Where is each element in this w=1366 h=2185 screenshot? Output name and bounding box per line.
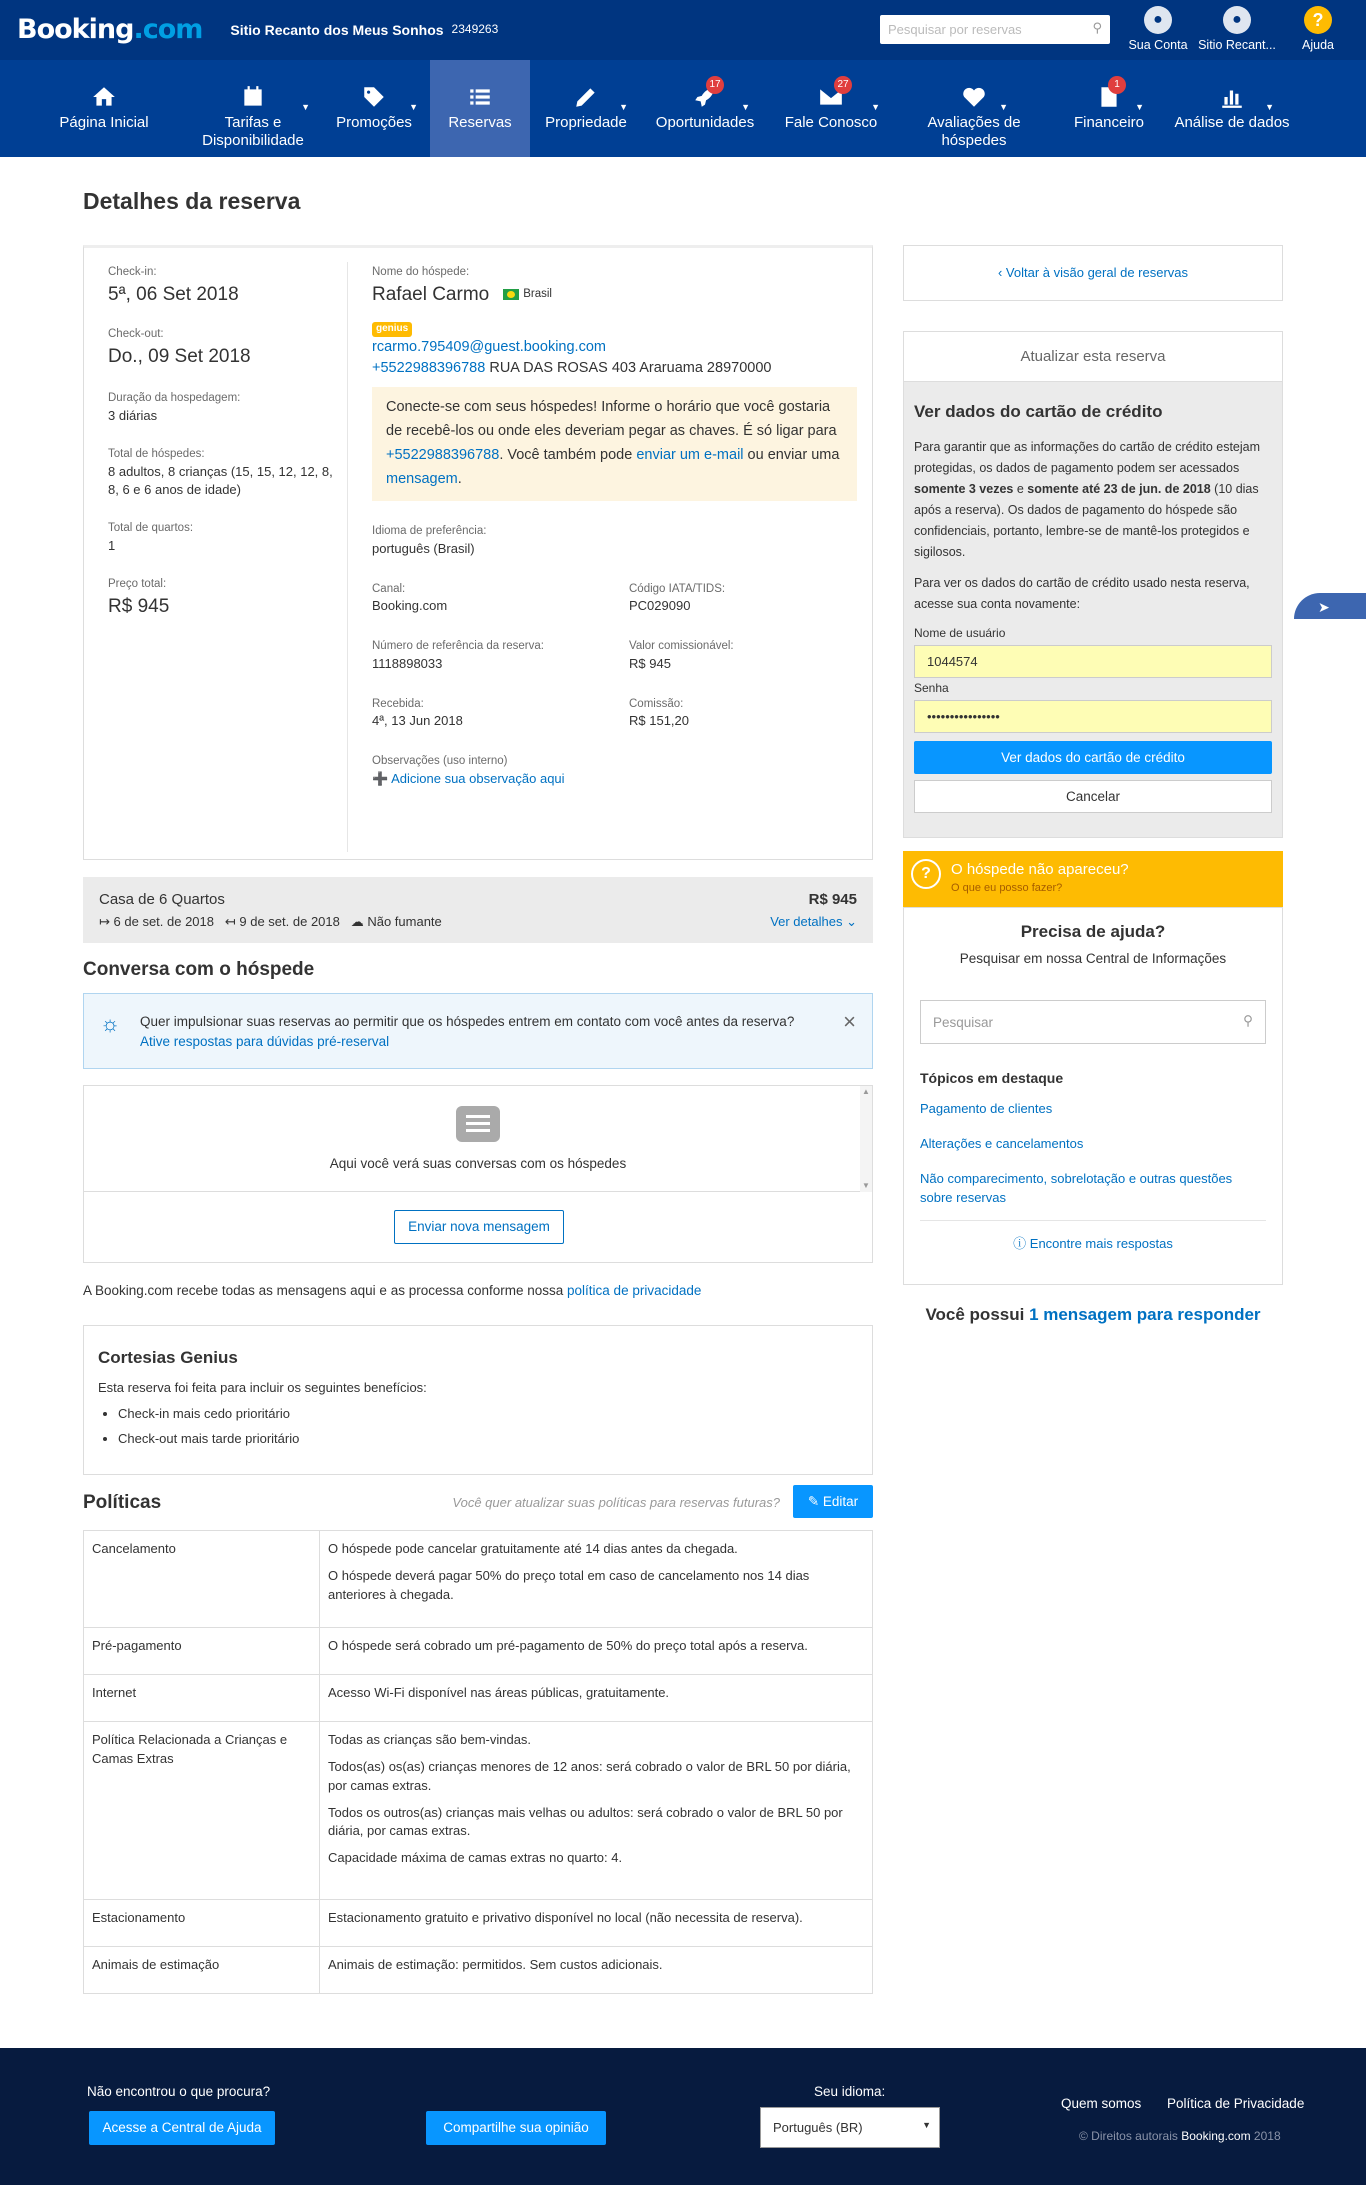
list-icon <box>430 84 530 110</box>
enable-prebooking-link[interactable]: Ative respostas para dúvidas pré-reserval <box>140 1033 390 1049</box>
cancel-button[interactable]: Cancelar <box>914 780 1272 813</box>
iata-code: PC029090 <box>629 598 691 614</box>
update-reservation-tab[interactable]: Atualizar esta reserva <box>904 332 1282 382</box>
contact-guest-notice: Conecte-se com seus hóspedes! Informe o horário que você gostaria de recebê-los ou onde eles deveriam pegar as chaves. É só ligar para +5522988396788. Você também pode enviar um e-mail ou enviar uma mensagem. <box>372 387 857 501</box>
username-input[interactable]: 1044574 <box>914 645 1272 678</box>
reservation-search-input[interactable]: Pesquisar por reservas ⚲ <box>880 15 1110 44</box>
view-cc-button[interactable]: Ver dados do cartão de crédito <box>914 741 1272 774</box>
privacy-link[interactable]: Política de Privacidade <box>1167 2096 1305 2111</box>
search-icon: ⚲ <box>1092 20 1102 35</box>
genius-benefit: • Check-in mais cedo prioritário <box>118 1405 858 1424</box>
help-topic-link[interactable]: Alterações e cancelamentos <box>920 1136 1084 1152</box>
genius-title: Cortesias Genius <box>98 1348 238 1367</box>
room-price: R$ 945 <box>808 891 857 908</box>
search-icon: ⚲ <box>1243 1013 1253 1028</box>
table-row: Pré-pagamento O hóspede será cobrado um pré-pagamento de 50% do preço total após a reserva. <box>84 1628 873 1675</box>
more-answers-link[interactable]: ⓘ Encontre mais respostas <box>920 1220 1266 1254</box>
user-icon: ● <box>1144 6 1172 34</box>
received-date: 4ª, 13 Jun 2018 <box>372 713 463 729</box>
opportunities-count-badge: 17 <box>706 76 724 94</box>
nav-property[interactable]: ▼ Propriedade <box>530 60 642 157</box>
send-email-link[interactable]: enviar um e-mail <box>636 447 744 464</box>
commission-amount: R$ 151,20 <box>629 713 689 729</box>
reservation-number: 1118898033 <box>372 655 443 671</box>
nav-reviews[interactable]: ▼ Avaliações de hóspedes <box>894 60 1054 157</box>
property-menu[interactable]: ● Sitio Recant... <box>1197 6 1277 54</box>
stay-details: Check-in: 5ª, 06 Set 2018 Check-out: Do., 09 Set 2018 Duração da hospedagem: 3 diárias Total de hóspedes: 8 adultos, 8 crianças (15, 15, 12, 12, 8, 8, 6 e 6 anos de idade) Total de quartos: 1 Preço total: R$ 945 <box>108 264 328 620</box>
edit-policies-button[interactable]: ✎ Editar <box>793 1485 873 1518</box>
no-smoking-icon: ☁ <box>350 913 364 929</box>
pencil-icon: ✎ <box>807 1494 820 1509</box>
notice-phone-link[interactable]: +5522988396788 <box>386 447 500 464</box>
calendar-icon <box>188 84 318 110</box>
privacy-note: A Booking.com recebe todas as mensagens aqui e as processa conforme nossa política de privacidade <box>83 1283 702 1298</box>
privacy-policy-link[interactable]: política de privacidade <box>567 1283 702 1298</box>
help-title: Precisa de ajuda? <box>1020 922 1166 941</box>
room-name: Casa de 6 Quartos <box>99 891 225 908</box>
genius-badge: genius <box>372 322 412 337</box>
messages-count-badge: 27 <box>834 76 852 94</box>
policies-title: Políticas <box>83 1492 162 1513</box>
page-content <box>83 157 1283 2047</box>
guest-name: Rafael Carmo <box>372 283 490 305</box>
policies-table <box>83 1530 873 1994</box>
password-input[interactable]: •••••••••••••••• <box>914 700 1272 733</box>
info-icon: ⓘ <box>1013 1235 1027 1251</box>
footer: Não encontrou o que procura? Acesse a Central de Ajuda Compartilhe sua opinião Seu idioma: Português (BR) ▼ Quem somos Política de Privacidade © Direitos autorais Booking.com 2018 <box>0 2048 1366 2185</box>
help-panel: Precisa de ajuda? Pesquisar em nossa Central de Informações Pesquisar ⚲ Tópicos em destaque Pagamento de clientes Alterações e cancelamentos Não comparecimento, sobrelotação e outras questões sobre reservas ⓘ Encontre mais respostas <box>903 907 1283 1285</box>
nav-opportunities[interactable]: ▼ 17 Oportunidades <box>642 60 768 157</box>
home-icon <box>20 84 188 110</box>
account-menu[interactable]: ● Sua Conta <box>1118 6 1198 54</box>
pending-messages-link[interactable]: 1 mensagem para responder <box>1029 1305 1261 1324</box>
chat-bubble-icon <box>456 1106 500 1142</box>
guest-country: Brasil <box>523 288 552 301</box>
chevron-down-icon: ▼ <box>922 2120 931 2130</box>
heart-icon <box>894 84 1054 110</box>
property-avatar-icon: ● <box>1223 6 1251 34</box>
guest-email[interactable]: rcarmo.795409@guest.booking.com <box>372 339 606 356</box>
nav-analytics[interactable]: ▼ Análise de dados <box>1164 60 1300 157</box>
nav-promotions[interactable]: ▼ Promoções <box>318 60 430 157</box>
cc-title: Ver dados do cartão de crédito <box>914 402 1163 421</box>
about-link[interactable]: Quem somos <box>1061 2096 1142 2111</box>
commissionable-amount: R$ 945 <box>629 655 671 671</box>
conversation-box <box>83 1085 873 1263</box>
table-row: Animais de estimação Animais de estimação: permitidos. Sem custos adicionais. <box>84 1947 873 1994</box>
main-navigation <box>0 60 1366 157</box>
pre-booking-promo: ☼ Quer impulsionar suas reservas ao permitir que os hóspedes entrem em contato com você antes da reserva? Ative respostas para dúvidas pré-reserval × <box>83 993 873 1069</box>
chevron-left-icon: ‹ <box>997 265 1003 280</box>
help-menu[interactable]: ? Ajuda <box>1278 6 1358 54</box>
checkout-arrow-icon: ↤ <box>224 913 236 929</box>
conversation-thread[interactable] <box>84 1086 872 1192</box>
total-price: R$ 945 <box>108 595 170 617</box>
column-divider <box>347 262 348 852</box>
table-row: Internet Acesso Wi-Fi disponível nas áreas públicas, gratuitamente. <box>84 1675 873 1722</box>
share-opinion-button[interactable]: Compartilhe sua opinião <box>426 2111 606 2145</box>
feedback-rocket-tab[interactable] <box>1294 593 1366 619</box>
nav-finance[interactable]: ▼ 1 Financeiro <box>1054 60 1164 157</box>
copyright: © Direitos autorais Booking.com 2018 <box>1079 2129 1281 2143</box>
help-center-button[interactable]: Acesse a Central de Ajuda <box>89 2111 275 2145</box>
no-show-banner[interactable]: ? O hóspede não apareceu? O que eu posso fazer? <box>903 851 1283 907</box>
guest-address: RUA DAS ROSAS 403 Araruama 28970000 <box>489 360 772 377</box>
cc-info-text: Para garantir que as informações do cartão de crédito estejam protegidas, os dados de pagamento podem ser acessados somente 3 vezes e somente até 23 de jun. de 2018 (10 dias após a reserva). Os dados de pagamento do hóspede são confidenciais, portanto, lembre-se de mantê-los protegidos e sigilosos. <box>914 439 1261 559</box>
rocket-icon: ➤ <box>1318 599 1330 615</box>
table-row: Política Relacionada a Crianças e Camas Extras Todas as crianças são bem-vindas. Todos(as) os(as) crianças menores de 12 anos: será cobrado o valor de BRL 50 por diária, por camas extras. Todos os outros(as) crianças mais velhas ou adultos: será cobrado o valor de BRL 50 por diária, por camas extras. Capacidade máxima de camas extras no quarto: 4. <box>84 1722 873 1900</box>
checkin-date: 5ª, 06 Set 2018 <box>108 283 239 305</box>
back-to-overview-card <box>903 245 1283 301</box>
update-policies-question: Você quer atualizar suas políticas para reservas futuras? <box>452 1495 780 1510</box>
brazil-flag-icon <box>503 289 519 300</box>
guest-details: Nome do hóspede: Rafael Carmo Brasil genius rcarmo.795409@guest.booking.com +5522988396788 RUA DAS ROSAS 403 Araruama 28970000 Conecte-se com seus hóspedes! Informe o horário que você gostaria de recebê-los ou onde eles deveriam pegar as chaves. É só ligar para +5522988396788. Você também pode enviar um e-mail ou enviar uma mensagem. Idioma de preferência: português (Brasil) Canal: Booking.com Código IATA/TIDS: PC029090 Número de referência da reserva: 1118898033 Valor comissionável: R$ 945 Recebida: 4ª, 13 Jun 2018 Comissão: R$ 151,20 Observações (uso interno) ➕ Adicione sua observação aqui <box>372 264 857 789</box>
genius-benefits-card: Cortesias Genius Esta reserva foi feita para incluir os seguintes benefícios: • Check-in mais cedo prioritário • Check-out mais tarde prioritário <box>83 1325 873 1475</box>
stay-duration: 3 diárias <box>108 408 158 424</box>
room-details-link[interactable]: Ver detalhes ⌄ <box>770 914 857 929</box>
plus-circle-icon: ➕ <box>372 770 389 786</box>
nav-home[interactable]: Página Inicial <box>20 60 188 157</box>
property-name: Sitio Recanto dos Meus Sonhos <box>230 21 444 38</box>
language-select[interactable]: Português (BR) ▼ <box>760 2107 940 2148</box>
chevron-down-icon: ⌄ <box>846 914 857 929</box>
close-icon[interactable]: × <box>843 1009 856 1034</box>
checkout-date: Do., 09 Set 2018 <box>108 345 251 367</box>
help-search-input[interactable]: Pesquisar ⚲ <box>920 1000 1266 1044</box>
guest-phone[interactable]: +5522988396788 <box>372 360 486 377</box>
pending-messages: Você possui 1 mensagem para responder <box>925 1305 1261 1324</box>
help-icon: ? <box>1304 6 1332 34</box>
table-row: Estacionamento Estacionamento gratuito e privativo disponível no local (não necessita de reserva). <box>84 1900 873 1947</box>
nav-rates[interactable]: ▼ Tarifas e Disponibilidade <box>188 60 318 157</box>
nav-contact[interactable]: ▼ 27 Fale Conosco <box>768 60 894 157</box>
channel: Booking.com <box>372 598 448 614</box>
finance-count-badge: 1 <box>1108 76 1126 94</box>
send-message-link[interactable]: mensagem <box>386 471 458 488</box>
bar-chart-icon <box>1164 84 1300 110</box>
preferred-language: português (Brasil) <box>372 540 475 556</box>
conversation-title: Conversa com o hóspede <box>83 959 315 980</box>
room-summary-bar: Casa de 6 Quartos R$ 945 ↦ 6 de set. de 2018 ↤ 9 de set. de 2018 ☁ Não fumante Ver detalhes ⌄ <box>83 877 873 943</box>
table-row: Cancelamento O hóspede pode cancelar gratuitamente até 14 dias antes da chegada. O hóspede deverá pagar 50% do preço total em caso de cancelamento nos 14 dias anteriores à chegada. <box>84 1531 873 1628</box>
question-icon: ? <box>911 859 941 889</box>
conversation-scrollbar[interactable]: ▲ ▼ <box>860 1086 872 1192</box>
room-count: 1 <box>108 537 116 553</box>
update-reservation-panel: Atualizar esta reserva Ver dados do cartão de crédito Para garantir que as informações do cartão de crédito estejam protegidas, os dados de pagamento podem ser acessados somente 3 vezes e somente até 23 de jun. de 2018 (10 dias após a reserva). Os dados de pagamento do hóspede são confidenciais, portanto, lembre-se de mantê-los protegidos e sigilosos. Para ver os dados do cartão de crédito usado nesta reserva, acesse sua conta novamente: Nome de usuário 1044574 Senha •••••••••••••••• Ver dados do cartão de crédito Cancelar <box>903 331 1283 838</box>
top-bar <box>0 0 1366 60</box>
send-new-message-button[interactable]: Enviar nova mensagem <box>394 1210 564 1244</box>
reservation-summary-card <box>83 245 873 860</box>
lightbulb-icon: ☼ <box>100 1011 121 1036</box>
nav-reservations[interactable]: Reservas <box>430 60 530 157</box>
genius-benefit: • Check-out mais tarde prioritário <box>118 1430 858 1449</box>
back-to-overview-link[interactable]: ‹ Voltar à visão geral de reservas <box>997 265 1189 280</box>
page-title: Detalhes da reserva <box>83 188 301 214</box>
empty-conversation-text: Aqui você verá suas conversas com os hóspedes <box>329 1156 627 1171</box>
add-note-link[interactable]: ➕ Adicione sua observação aqui <box>372 770 565 786</box>
property-id: 2349263 <box>451 22 499 37</box>
help-topic-link[interactable]: Não comparecimento, sobrelotação e outras questões sobre reservas <box>920 1170 1233 1205</box>
guest-count: 8 adultos, 8 crianças (15, 15, 12, 12, 8, 8, 6 e 6 anos de idade) <box>108 463 333 498</box>
booking-logo[interactable]: Booking.com <box>17 14 203 46</box>
checkin-arrow-icon: ↦ <box>99 913 110 929</box>
help-topic-link[interactable]: Pagamento de clientes <box>920 1101 1053 1117</box>
